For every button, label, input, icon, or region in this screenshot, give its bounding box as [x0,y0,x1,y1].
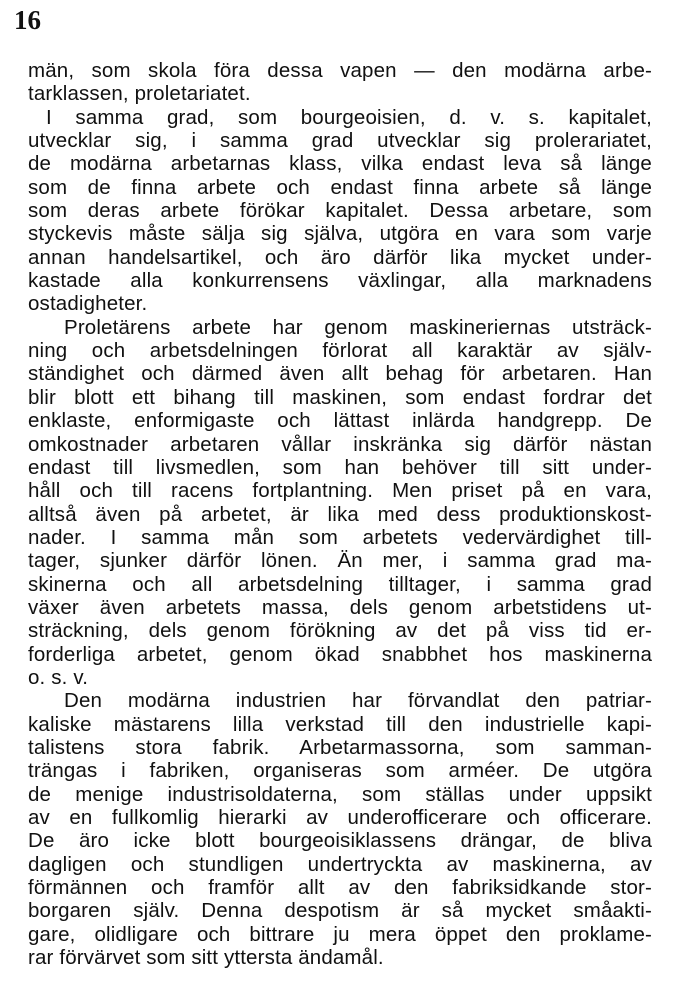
text-line: utvecklar sig, i samma grad utvecklar sig prolerariatet, [28,129,652,153]
text-line: blir blott ett bihang till maskinen, som endast fordrar det [28,385,652,409]
text-line: trängas i fabriken, organiseras som arméer. De utgöra [28,759,652,783]
text-line: de menige industrisoldaterna, som ställas under uppsikt [28,782,652,806]
page-number: 16 [14,5,41,35]
text-line: gare, olidligare och bittrare ju mera öppet den proklame- [28,922,652,946]
text-line: omkostnader arbetaren vållar inskränka sig därför nästan [28,432,652,456]
text-line: tager, sjunker därför lönen. Än mer, i samma grad ma- [28,549,652,573]
text-line: växer även arbetets massa, dels genom arbetstidens ut- [28,595,652,619]
text-line: ning och arbetsdelningen förlorat all karaktär av själv- [28,339,652,363]
text-line: män, som skola föra dessa vapen — den modärna arbe- [28,59,652,82]
text-line: forderliga arbetet, genom ökad snabbhet hos maskinerna [28,642,652,666]
text-line: av en fullkomlig hierarki av underofficerare och officerare. [28,806,652,829]
text-line: dagligen och stundligen undertryckta av maskinerna, av [28,852,652,876]
text-line: rar förvärvet som sitt yttersta ändamål. [28,946,384,970]
text-line: alltså även på arbetet, är lika med dess produktionskost- [28,502,652,526]
body-text [28,59,652,969]
text-line: kaliske mästarens lilla verkstad till den industrielle kapi- [28,712,652,736]
text-line: enklaste, enformigaste och lättast inlärda handgrepp. De [28,409,652,433]
text-line: Proletärens arbete har genom maskineriernas utsträck- [64,315,652,339]
text-line: o. s. v. [28,665,89,689]
text-line: I samma grad, som bourgeoisien, d. v. s. kapitalet, [46,105,652,129]
text-line: styckevis måste sälja sig själva, utgöra en vara som varje [28,222,652,246]
text-line: ständighet och därmed även allt behag för arbetaren. Han [28,362,652,386]
text-line: håll och till racens fortplantning. Men priset på en vara, [28,479,652,503]
text-line: som de finna arbete och endast finna arbete så länge [28,175,652,199]
text-line: tarklassen, proletariatet. [28,82,251,106]
text-line: förmännen och framför allt av den fabriksidkande stor- [28,876,652,900]
text-line: nader. I samma mån som arbetets vedervärdighet till- [28,525,652,549]
text-line: de modärna arbetarnas klass, vilka endast leva så länge [28,152,652,176]
text-line: sträckning, dels genom förökning av det på viss tid er- [28,619,652,643]
text-line: ostadigheter. [28,292,148,316]
text-line: som deras arbete förökar kapitalet. Dessa arbetare, som [28,199,652,223]
text-line: annan handelsartikel, och äro därför lika mycket under- [28,245,652,269]
text-line: borgaren själv. Denna despotism är så mycket småakti- [28,899,652,923]
text-line: skinerna och all arbetsdelning tilltager, i samma grad [28,572,652,596]
text-line: Den modärna industrien har förvandlat den patriar- [64,689,652,713]
text-line: talistens stora fabrik. Arbetarmassorna, som samman- [28,735,652,759]
text-line: kastade alla konkurrensens växlingar, alla marknadens [28,269,652,293]
text-line: endast till livsmedlen, som han behöver till sitt under- [28,455,652,479]
text-line: De äro icke blott bourgeoisiklassens drängar, de bliva [28,829,652,853]
